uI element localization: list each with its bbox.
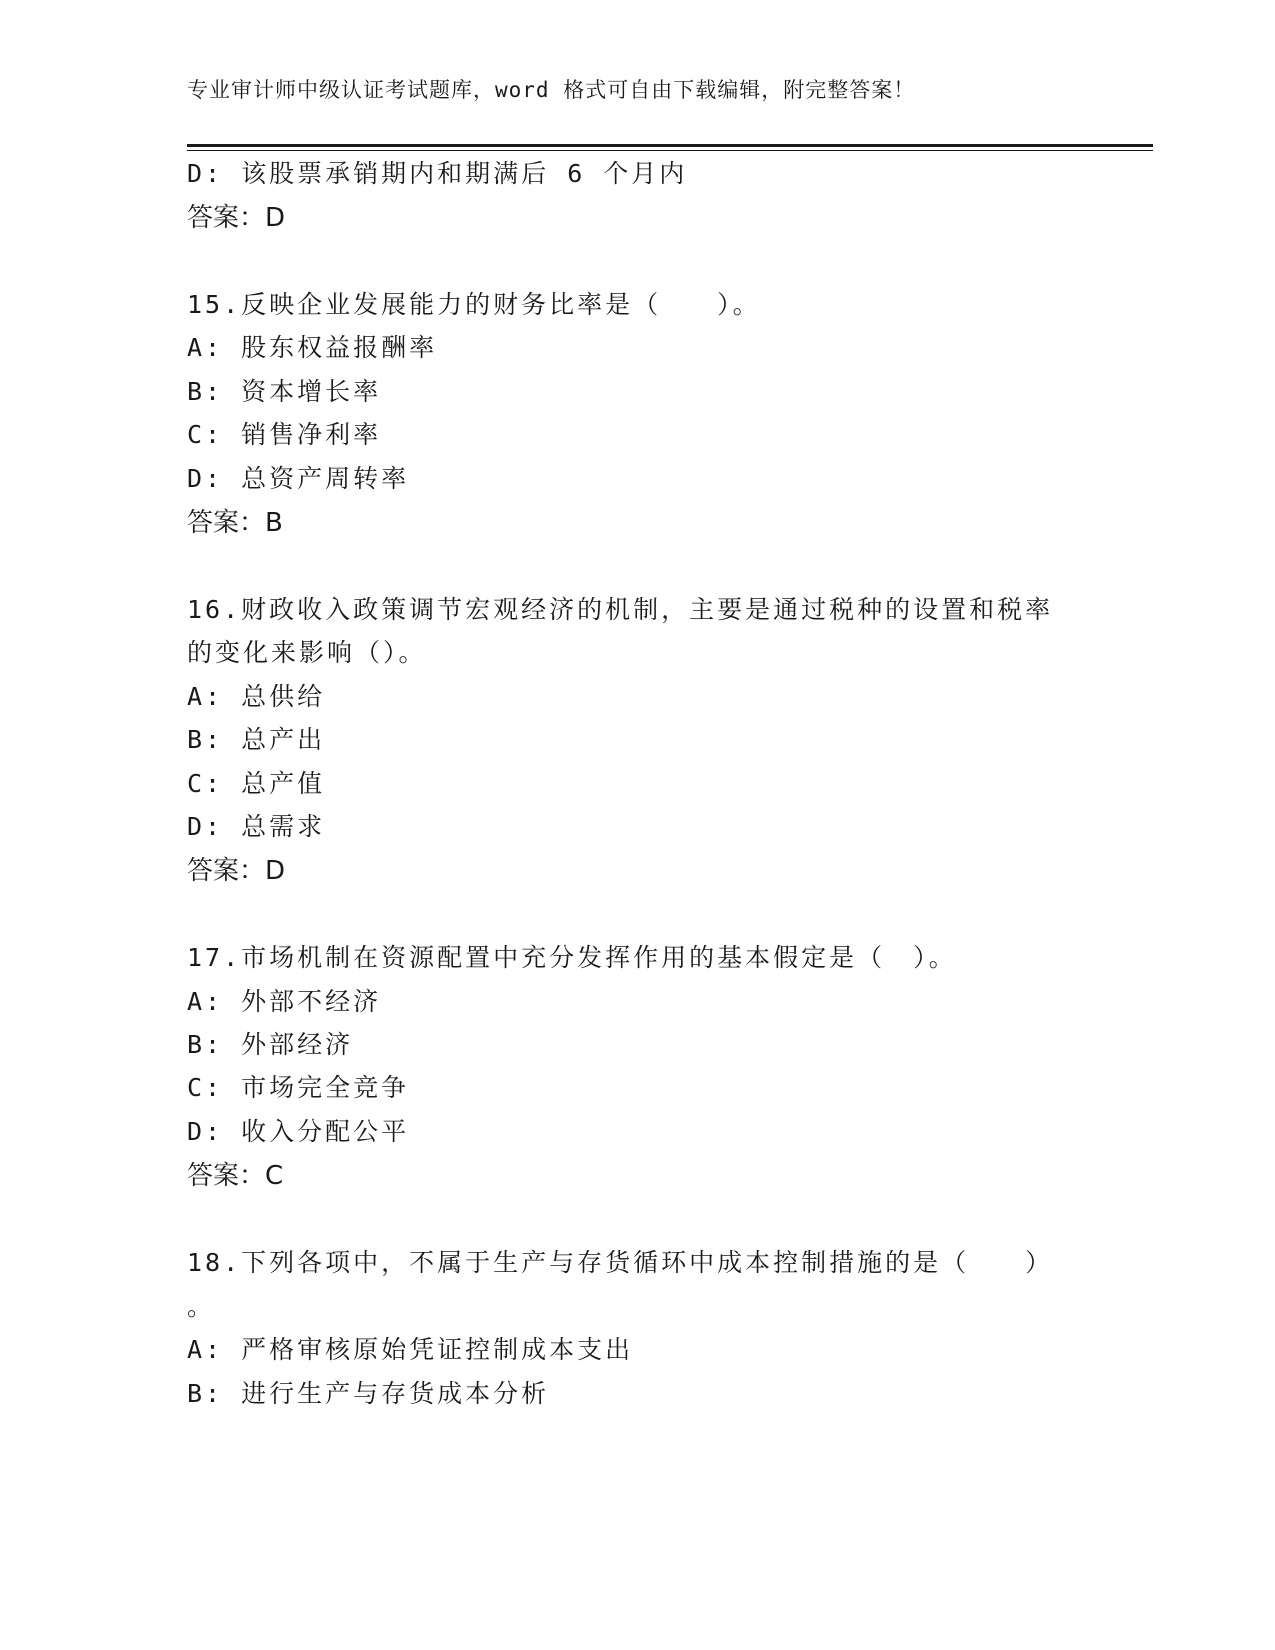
q18-option-b: B: 进行生产与存货成本分析 bbox=[187, 1379, 550, 1408]
header-rule-thick bbox=[187, 144, 1153, 147]
q17-option-d: D: 收入分配公平 bbox=[187, 1117, 410, 1146]
q15-option-c: C: 销售净利率 bbox=[187, 420, 382, 449]
q16-answer: 答案：D bbox=[187, 856, 286, 886]
q15-option-a: A: 股东权益报酬率 bbox=[187, 333, 438, 362]
q15-stem: 15.反映企业发展能力的财务比率是（ ）。 bbox=[187, 290, 761, 319]
q18-stem-line1: 18.下列各项中，不属于生产与存货循环中成本控制措施的是（ ） bbox=[187, 1248, 1054, 1277]
q16-option-c: C: 总产值 bbox=[187, 769, 326, 798]
q17-answer: 答案：C bbox=[187, 1161, 284, 1191]
q14-answer: 答案：D bbox=[187, 203, 286, 233]
q16-option-a: A: 总供给 bbox=[187, 682, 326, 711]
q18-option-a: A: 严格审核原始凭证控制成本支出 bbox=[187, 1335, 634, 1364]
q16-stem-line2: 的变化来影响（）。 bbox=[187, 638, 427, 667]
document-header: 专业审计师中级认证考试题库，word 格式可自由下载编辑，附完整答案！ bbox=[187, 78, 916, 102]
header-rule-thin bbox=[187, 150, 1153, 151]
q16-option-d: D: 总需求 bbox=[187, 812, 326, 841]
q16-stem-line1: 16.财政收入政策调节宏观经济的机制，主要是通过税种的设置和税率 bbox=[187, 595, 1054, 624]
q15-answer: 答案：B bbox=[187, 508, 283, 538]
q17-stem: 17.市场机制在资源配置中充分发挥作用的基本假定是（ ）。 bbox=[187, 943, 957, 972]
q15-option-b: B: 资本增长率 bbox=[187, 377, 382, 406]
q16-option-b: B: 总产出 bbox=[187, 725, 326, 754]
q17-option-a: A: 外部不经济 bbox=[187, 987, 382, 1016]
q18-stem-line2: 。 bbox=[187, 1292, 216, 1321]
q15-option-d: D: 总资产周转率 bbox=[187, 464, 410, 493]
q17-option-c: C: 市场完全竞争 bbox=[187, 1073, 410, 1102]
q17-option-b: B: 外部经济 bbox=[187, 1030, 354, 1059]
q14-option-d: D: 该股票承销期内和期满后 6 个月内 bbox=[187, 159, 688, 188]
